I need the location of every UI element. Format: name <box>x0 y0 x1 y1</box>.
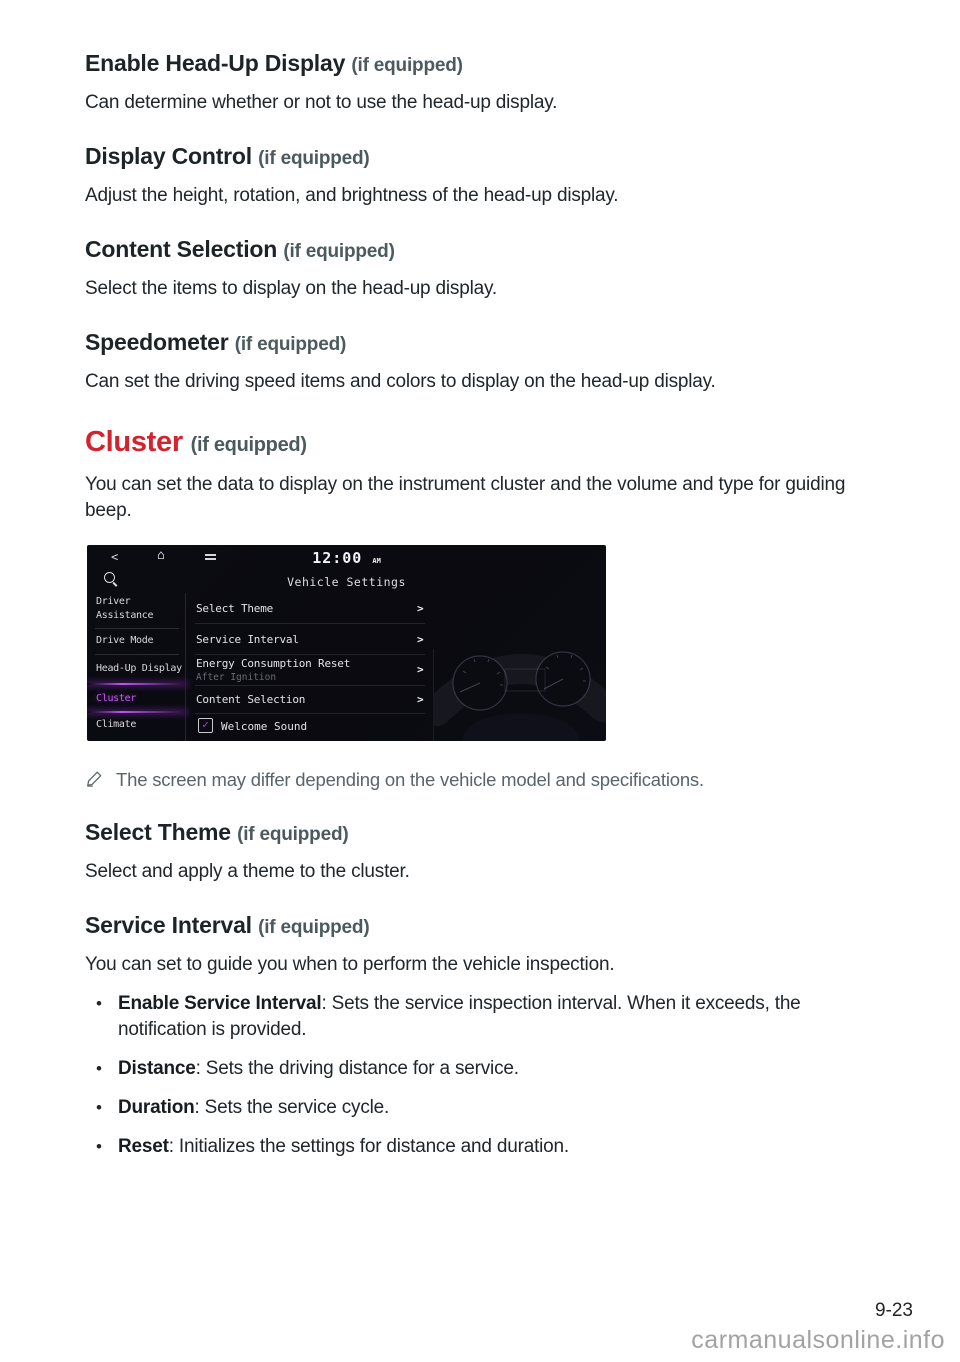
section-heading-service-interval <box>85 912 880 939</box>
manual-page-content <box>85 50 880 1160</box>
bullet-term: Distance <box>118 1058 196 1079</box>
chevron-right-icon: > <box>417 602 424 615</box>
sidebar-item-drive-mode: Drive Mode <box>96 635 154 646</box>
section-body: Select the items to display on the head-up display. <box>85 278 497 299</box>
heading-text: Enable Head-Up Display <box>85 50 346 76</box>
divider <box>195 685 425 686</box>
list-item <box>85 991 880 1043</box>
menu-item-welcome-sound: Welcome Sound <box>221 720 308 733</box>
bullet-term: Duration <box>118 1097 195 1118</box>
section-body: Can set the driving speed items and colors to display on the head-up display. <box>85 371 716 392</box>
equipped-tag: (if equipped) <box>283 241 395 262</box>
heading-text: Speedometer <box>85 329 229 355</box>
equipped-tag: (if equipped) <box>190 434 307 456</box>
divider <box>195 713 425 714</box>
sidebar-divider <box>185 593 186 741</box>
sidebar-item-driver-assistance: Driver Assistance <box>96 596 154 621</box>
sidebar-item-climate: Climate <box>96 719 137 730</box>
section-heading-display-control <box>85 143 880 170</box>
home-icon: ⌂ <box>157 548 165 563</box>
bullet-desc: : Sets the driving distance for a service. <box>195 1058 519 1079</box>
note-row <box>85 767 880 792</box>
bullet-desc: : Sets the service cycle. <box>194 1097 390 1118</box>
list-item <box>85 1095 880 1121</box>
cluster-gauges-image <box>433 593 606 741</box>
section-body: Select and apply a theme to the cluster. <box>85 861 410 882</box>
watermark: carmanualsonline.info <box>691 1326 945 1354</box>
divider <box>95 654 179 655</box>
sidebar-item-cluster-selected: Cluster <box>96 693 137 704</box>
back-icon: < <box>111 550 119 564</box>
section-body: Can determine whether or not to use the head-up display. <box>85 92 558 113</box>
bullet-term: Reset <box>118 1136 169 1157</box>
section-body: Adjust the height, rotation, and brightness of the head-up display. <box>85 185 619 206</box>
chevron-right-icon: > <box>417 633 424 646</box>
heading-text: Cluster <box>85 426 183 458</box>
bullet-desc: : Initializes the settings for distance and duration. <box>168 1136 569 1157</box>
sidebar-item-head-up-display: Head-Up Display <box>96 663 182 674</box>
chapter-heading-cluster <box>85 426 880 459</box>
menu-item-energy-consumption-reset: Energy Consumption Reset <box>196 657 351 670</box>
status-clock: 12:00 AM <box>312 549 381 567</box>
section-heading-content-selection <box>85 236 880 263</box>
equipped-tag: (if equipped) <box>258 148 370 169</box>
heading-text: Service Interval <box>85 912 252 938</box>
divider <box>195 654 425 655</box>
heading-text: Display Control <box>85 143 252 169</box>
section-heading-enable-hud <box>85 50 880 77</box>
chevron-right-icon: > <box>417 693 424 706</box>
note-text: The screen may differ depending on the vehicle model and specifications. <box>116 769 704 790</box>
divider <box>95 628 179 629</box>
equipped-tag: (if equipped) <box>258 917 370 938</box>
cluster-selected-glow-top <box>87 683 187 685</box>
page-number: 9-23 <box>874 1300 913 1321</box>
menu-item-subtitle: After Ignition <box>196 672 277 683</box>
equipped-tag: (if equipped) <box>237 824 349 845</box>
bullet-term: Enable Service Interval <box>118 993 322 1014</box>
service-interval-bullet-list <box>85 991 880 1160</box>
chevron-right-icon: > <box>417 663 424 676</box>
divider <box>195 623 425 624</box>
heading-text: Select Theme <box>85 819 231 845</box>
list-item <box>85 1134 880 1160</box>
bullet-desc: : Sets the service inspection interval. When it exceeds, the notification is provided. <box>118 993 801 1040</box>
vehicle-settings-screenshot <box>87 545 606 741</box>
section-body: You can set to guide you when to perform the vehicle inspection. <box>85 954 615 975</box>
equipped-tag: (if equipped) <box>234 334 347 355</box>
section-heading-speedometer <box>85 329 880 356</box>
section-heading-select-theme <box>85 819 880 846</box>
equipped-tag: (if equipped) <box>351 55 463 76</box>
cluster-selected-glow-bottom <box>87 711 187 713</box>
menu-item-select-theme: Select Theme <box>196 602 274 615</box>
list-item <box>85 1056 880 1082</box>
welcome-sound-checkbox: ✓ <box>198 718 213 733</box>
pencil-note-icon <box>86 770 103 787</box>
menu-item-service-interval: Service Interval <box>196 633 299 646</box>
menu-item-content-selection: Content Selection <box>196 693 306 706</box>
screen-title: Vehicle Settings <box>287 575 406 589</box>
section-body: You can set the data to display on the instrument cluster and the volume and type for guiding beep. <box>85 474 846 521</box>
heading-text: Content Selection <box>85 236 278 262</box>
